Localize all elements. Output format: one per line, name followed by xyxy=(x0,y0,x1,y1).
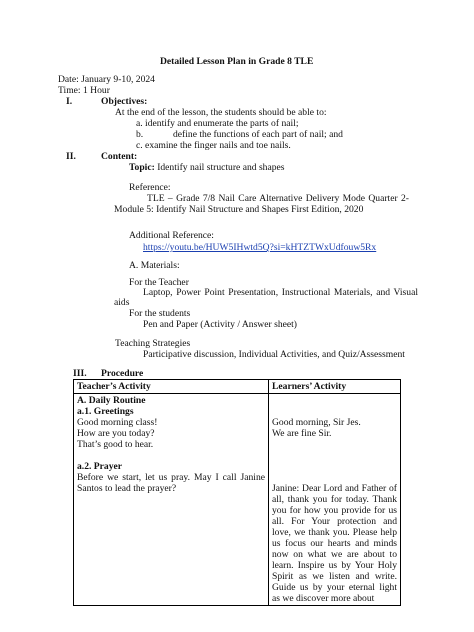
procedure-table xyxy=(73,379,401,606)
learners-activity-cell xyxy=(269,394,401,606)
teacher-greeting-3: That’s good to hear. xyxy=(77,439,154,450)
topic-line xyxy=(129,162,285,173)
section-1-number: I. xyxy=(66,96,73,107)
objective-b: define the functions of each part of nail; and xyxy=(173,129,343,140)
student-materials: Pen and Paper (Activity / Answer sheet) xyxy=(143,319,297,330)
spacer xyxy=(77,450,265,461)
objectives-intro: At the end of the lesson, the students should be able to: xyxy=(115,107,327,118)
date-line: Date: January 9-10, 2024 xyxy=(58,74,155,85)
section-3-title: Procedure xyxy=(101,368,144,379)
teaching-strategies-label: Teaching Strategies xyxy=(115,338,191,349)
for-students-label: For the students xyxy=(129,308,191,319)
learner-prayer-text: Janine: Dear Lord and Father of all, thank you for today. Thank you for how you provide for us all. For Your protection and love, we thank you. Please help us focus our hearts and minds now on what we are about to learn. Inspire us by Your Holy Spirit as we listen and write. Guide us by your eternal light as we discover more about xyxy=(272,483,397,604)
teaching-strategies-text: Participative discussion, Individual Activities, and Quiz/Assessment xyxy=(143,349,405,360)
for-teacher-label: For the Teacher xyxy=(129,277,189,288)
table-header-row xyxy=(74,380,401,394)
teacher-greeting-2: How are you today? xyxy=(77,428,155,439)
greetings-heading: a.1. Greetings xyxy=(77,406,134,417)
spacer xyxy=(272,439,397,483)
teacher-activity-header: Teacher’s Activity xyxy=(74,380,269,394)
section-1-title: Objectives: xyxy=(101,96,148,107)
time-line: Time: 1 Hour xyxy=(58,85,110,96)
document-title: Detailed Lesson Plan in Grade 8 TLE xyxy=(160,56,314,67)
section-3-number: III. xyxy=(73,368,87,379)
learners-activity-header: Learners’ Activity xyxy=(269,380,401,394)
learner-greeting-1: Good morning, Sir Jes. xyxy=(272,417,361,428)
spacer xyxy=(272,395,397,406)
reference-line-2: Module 5: Identify Nail Structure and Shapes First Edition, 2020 xyxy=(114,204,364,215)
section-2-number: II. xyxy=(66,151,76,162)
teacher-materials-line-2: aids xyxy=(114,297,130,308)
learner-greeting-2: We are fine Sir. xyxy=(272,428,332,439)
additional-reference-link[interactable]: https://youtu.be/HUW5IHwtd5Q?si=kHTZTWxUdfouw5Rx xyxy=(143,242,377,253)
additional-reference-label: Additional Reference: xyxy=(129,230,214,241)
daily-routine-heading: A. Daily Routine xyxy=(77,395,146,406)
prayer-heading: a.2. Prayer xyxy=(77,461,123,472)
teacher-prayer-text: Before we start, let us pray. May I call Janine Santos to lead the prayer? xyxy=(77,472,265,494)
teacher-materials-line-1: Laptop, Power Point Presentation, Instructional Materials, and Visual xyxy=(143,287,418,298)
topic-label: Topic: xyxy=(129,162,155,173)
teacher-greeting-1: Good morning class! xyxy=(77,417,158,428)
section-2-title: Content: xyxy=(101,151,138,162)
reference-label: Reference: xyxy=(129,182,171,193)
table-row xyxy=(74,394,401,606)
spacer xyxy=(272,406,397,417)
reference-line-1: TLE – Grade 7/8 Nail Care Alternative Delivery Mode Quarter 2- xyxy=(147,193,409,204)
topic-text: Identify nail structure and shapes xyxy=(157,162,285,173)
objective-b-letter: b. xyxy=(136,129,144,140)
objective-c: c. examine the finger nails and toe nails. xyxy=(136,140,291,151)
materials-label: A. Materials: xyxy=(129,260,180,271)
objective-a: a. identify and enumerate the parts of nail; xyxy=(136,118,299,129)
teacher-activity-cell xyxy=(74,394,269,606)
